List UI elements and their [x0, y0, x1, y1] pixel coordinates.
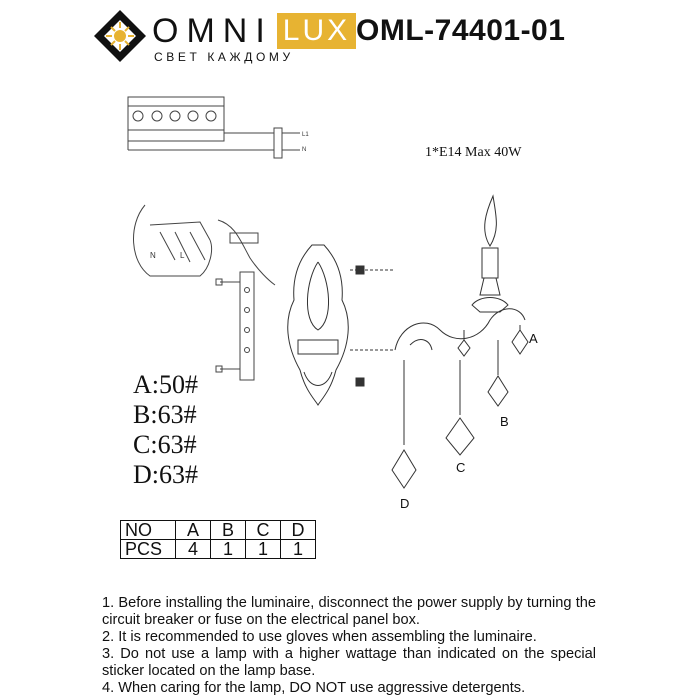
- part-letter-c: C: [456, 460, 466, 475]
- column-header: C: [246, 521, 281, 540]
- row-label: PCS: [121, 540, 176, 559]
- wire-label-n: N: [302, 147, 307, 153]
- lamp-spec: 1*E14 Max 40W: [425, 145, 522, 160]
- quantity-cell: 1: [246, 540, 281, 559]
- quantity-cell: 1: [211, 540, 246, 559]
- column-header: B: [211, 521, 246, 540]
- column-header: D: [281, 521, 316, 540]
- detail-label-n: N: [150, 251, 156, 260]
- wire-label-l1: L1: [302, 132, 309, 138]
- row-label: NO: [121, 521, 176, 540]
- legend-item: B:63#: [133, 400, 197, 429]
- table-row: [121, 521, 316, 540]
- legend-item: D:63#: [133, 460, 198, 489]
- note-item: 4. When caring for the lamp, DO NOT use aggressive detergents.: [102, 680, 526, 696]
- brand-tagline: СВЕТ КАЖДОМУ: [154, 50, 294, 64]
- ornate-backplate: [288, 245, 395, 405]
- brand-accent: LUX: [277, 13, 356, 49]
- crystal-size-legend: [133, 370, 198, 490]
- arm-and-candle: [395, 196, 525, 350]
- part-letter-d: D: [400, 496, 410, 511]
- installation-notes: [102, 595, 596, 697]
- note-item: 2. It is recommended to use gloves when assembling the luminaire.: [102, 629, 537, 645]
- legend-item: C:63#: [133, 430, 197, 459]
- detail-label-l: L: [180, 251, 185, 260]
- column-header: A: [176, 521, 211, 540]
- part-letter-b: B: [500, 414, 509, 429]
- parts-table: [120, 520, 316, 559]
- mounting-bracket: [216, 272, 254, 380]
- part-letter-a: A: [529, 331, 538, 346]
- table-row: [121, 540, 316, 559]
- model-number: OML-74401-01: [356, 14, 566, 47]
- note-item: 1. Before installing the luminaire, disconnect the power supply by turning the circuit breaker or fuse on the electrical panel box.: [102, 595, 596, 628]
- quantity-cell: 1: [281, 540, 316, 559]
- brand-name: OMNI: [152, 12, 273, 50]
- quantity-cell: 4: [176, 540, 211, 559]
- wiring-schematic: [128, 97, 300, 158]
- legend-item: A:50#: [133, 370, 198, 399]
- note-item: 3. Do not use a lamp with a higher wattage than indicated on the special sticker located on the lamp base.: [102, 646, 596, 679]
